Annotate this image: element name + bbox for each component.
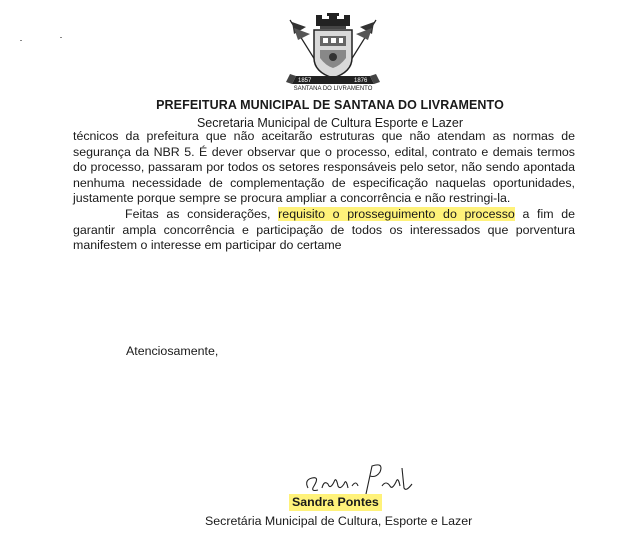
highlighted-request: requisito o prosseguimento do processo bbox=[278, 206, 515, 221]
signer-name: Sandra Pontes bbox=[289, 494, 382, 511]
paragraph-2 bbox=[73, 207, 575, 254]
paragraph-1: técnicos da prefeitura que não aceitarão estruturas que não atendam as normas de segurança da NBR 5. É dever observar que o processo, edital, contrato e demais termos do processo, passaram por todos os setores responsáveis pelo setor, não sendo apontada nenhuma necessidade de complementação de especificação naquelas oportunidades, justamente porque sempre se procura ampliar a concorrência e não restringi-la. bbox=[73, 129, 575, 206]
department-subtitle: Secretaria Municipal de Cultura Esporte e Lazer bbox=[196, 116, 464, 130]
letter-body bbox=[73, 129, 575, 254]
crest-year-left: 1857 bbox=[298, 78, 312, 84]
organization-title: PREFEITURA MUNICIPAL DE SANTANA DO LIVRAMENTO bbox=[156, 98, 504, 112]
paragraph-2-end: a fim de garantir ampla concorrência e participação de todos os interessados que porventura manifestem o interesse em participar do certame bbox=[73, 206, 575, 253]
municipal-coat-of-arms-icon bbox=[282, 10, 384, 92]
paragraph-2-start: Feitas as considerações, bbox=[125, 206, 279, 221]
scan-speck bbox=[20, 40, 22, 41]
scan-speck bbox=[60, 37, 62, 38]
closing-salutation: Atenciosamente, bbox=[126, 344, 219, 358]
handwritten-signature bbox=[300, 458, 420, 498]
crest-year-right: 1876 bbox=[354, 78, 368, 84]
crest-motto: SANTANA DO LIVRAMENTO bbox=[293, 86, 373, 92]
signer-title: Secretária Municipal de Cultura, Esporte e Lazer bbox=[205, 514, 473, 528]
